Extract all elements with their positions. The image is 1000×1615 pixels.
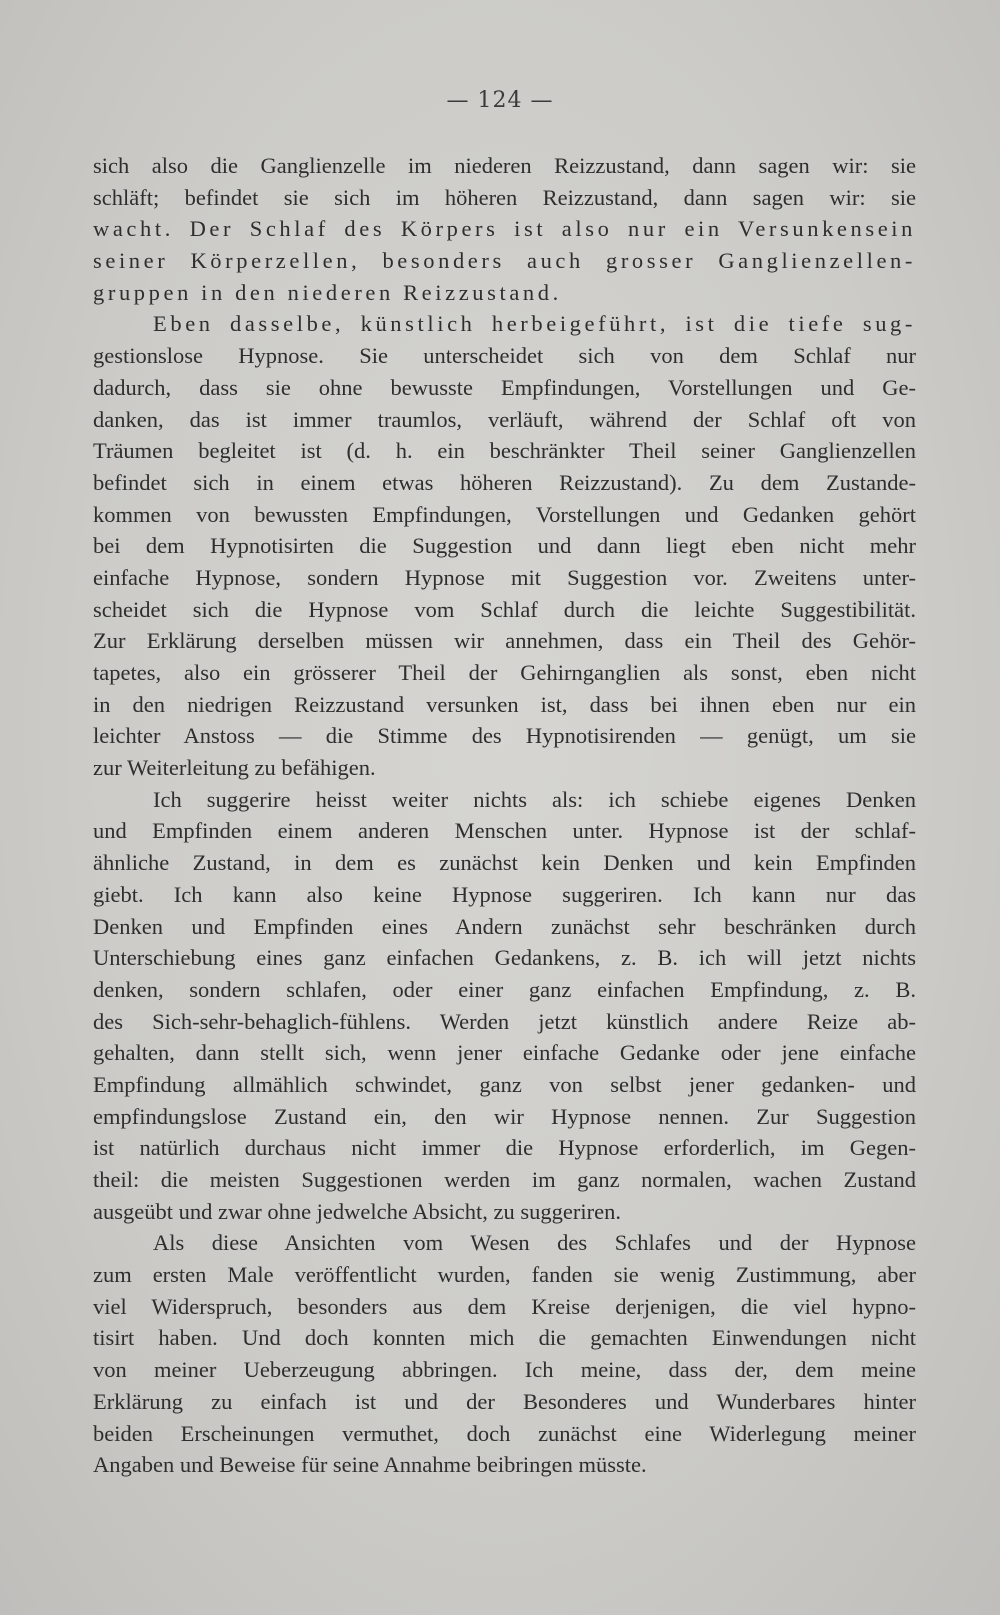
text-line: giebt. Ich kann also keine Hypnose suggeriren. Ich kann nur das [93,881,916,907]
text-line: Unterschiebung eines ganz einfachen Gedankens, z. B. ich will jetzt nichts [93,945,916,971]
text-line: Träumen begleitet ist (d. h. ein beschränkter Theil seiner Ganglienzellen [93,438,916,464]
text-line: gehalten, dann stellt sich, wenn jener einfache Gedanke oder jene einfache [93,1040,916,1066]
paragraph [93,784,916,1228]
text-line: seiner Körperzellen, besonders auch grosser Ganglienzellen- [93,248,916,274]
text-line: einfache Hypnose, sondern Hypnose mit Suggestion vor. Zweitens unter- [93,564,916,590]
text-line: ausgeübt und zwar ohne jedwelche Absicht, zu suggeriren. [93,1198,621,1224]
text-line: beiden Erscheinungen vermuthet, doch zunächst eine Widerlegung meiner [93,1420,916,1446]
text-line: viel Widerspruch, besonders aus dem Kreise derjenigen, die viel hypno- [93,1293,916,1319]
paragraph [93,308,916,783]
text-line: theil: die meisten Suggestionen werden im ganz normalen, wachen Zustand [93,1167,916,1192]
body-text [93,150,916,1481]
text-line: tisirt haben. Und doch konnten mich die gemachten Einwendungen nicht [93,1325,916,1351]
text-line: kommen von bewussten Empfindungen, Vorstellungen und Gedanken gehört [93,501,916,527]
text-line: von meiner Ueberzeugung abbringen. Ich meine, dass der, dem meine [93,1357,916,1383]
text-line: Denken und Empfinden eines Andern zunächst sehr beschränken durch [93,913,916,939]
text-line: denken, sondern schlafen, oder einer ganz einfachen Empfindung, z. B. [93,976,916,1002]
text-line: in den niedrigen Reizzustand versunken ist, dass bei ihnen eben nur ein [93,691,916,717]
text-line: gestionslose Hypnose. Sie unterscheidet sich von dem Schlaf nur [93,343,916,369]
text-line: danken, das ist immer traumlos, verläuft, während der Schlaf oft von [93,406,916,432]
text-line: sich also die Ganglienzelle im niederen Reizzustand, dann sagen wir: sie [93,153,916,178]
text-line: scheidet sich die Hypnose vom Schlaf durch die leichte Suggestibilität. [93,596,916,622]
text-line: dadurch, dass sie ohne bewusste Empfindungen, Vorstellungen und Ge- [93,374,916,400]
text-line: des Sich-sehr-behaglich-fühlens. Werden jetzt künstlich andere Reize ab- [93,1008,916,1034]
text-line: Erklärung zu einfach ist und der Besonderes und Wunderbares hinter [93,1388,916,1414]
text-line: und Empfinden einem anderen Menschen unter. Hypnose ist der schlaf- [93,818,916,844]
text-line: Als diese Ansichten vom Wesen des Schlafes und der Hypnose [153,1230,916,1256]
text-line: zur Weiterleitung zu befähigen. [93,755,376,781]
text-line: ähnliche Zustand, in dem es zunächst kein Denken und kein Empfinden [93,850,916,876]
text-line: schläft; befindet sie sich im höheren Reizzustand, dann sagen wir: sie [93,184,916,210]
text-line: gruppen in den niederen Reizzustand. [93,279,562,305]
text-line: leichter Anstoss — die Stimme des Hypnotisirenden — genügt, um sie [93,723,916,749]
text-line: wacht. Der Schlaf des Körpers ist also nur ein Versunkensein [93,216,916,242]
text-line: empfindungslose Zustand ein, den wir Hypnose nennen. Zur Suggestion [93,1103,916,1129]
text-line: Empfindung allmählich schwindet, ganz von selbst jener gedanken- und [93,1071,916,1097]
text-line: zum ersten Male veröffentlicht wurden, fanden sie wenig Zustimmung, aber [93,1262,916,1288]
text-line: Eben dasselbe, künstlich herbeigeführt, ist die tiefe sug- [153,311,916,337]
text-line: bei dem Hypnotisirten die Suggestion und dann liegt eben nicht mehr [93,533,916,559]
text-line: ist natürlich durchaus nicht immer die Hypnose erforderlich, im Gegen- [93,1135,916,1161]
paragraph [93,1227,916,1481]
text-line: befindet sich in einem etwas höheren Reizzustand). Zu dem Zustande- [93,469,916,495]
text-line: Ich suggerire heisst weiter nichts als: ich schiebe eigenes Denken [153,786,916,812]
text-line: Angaben und Beweise für seine Annahme beibringen müsste. [93,1452,647,1478]
paragraph [93,150,916,308]
page-number: — 124 — [446,88,554,113]
text-line: Zur Erklärung derselben müssen wir annehmen, dass ein Theil des Gehör- [93,628,916,654]
text-line: tapetes, also ein grösserer Theil der Gehirnganglien als sonst, eben nicht [93,660,916,685]
